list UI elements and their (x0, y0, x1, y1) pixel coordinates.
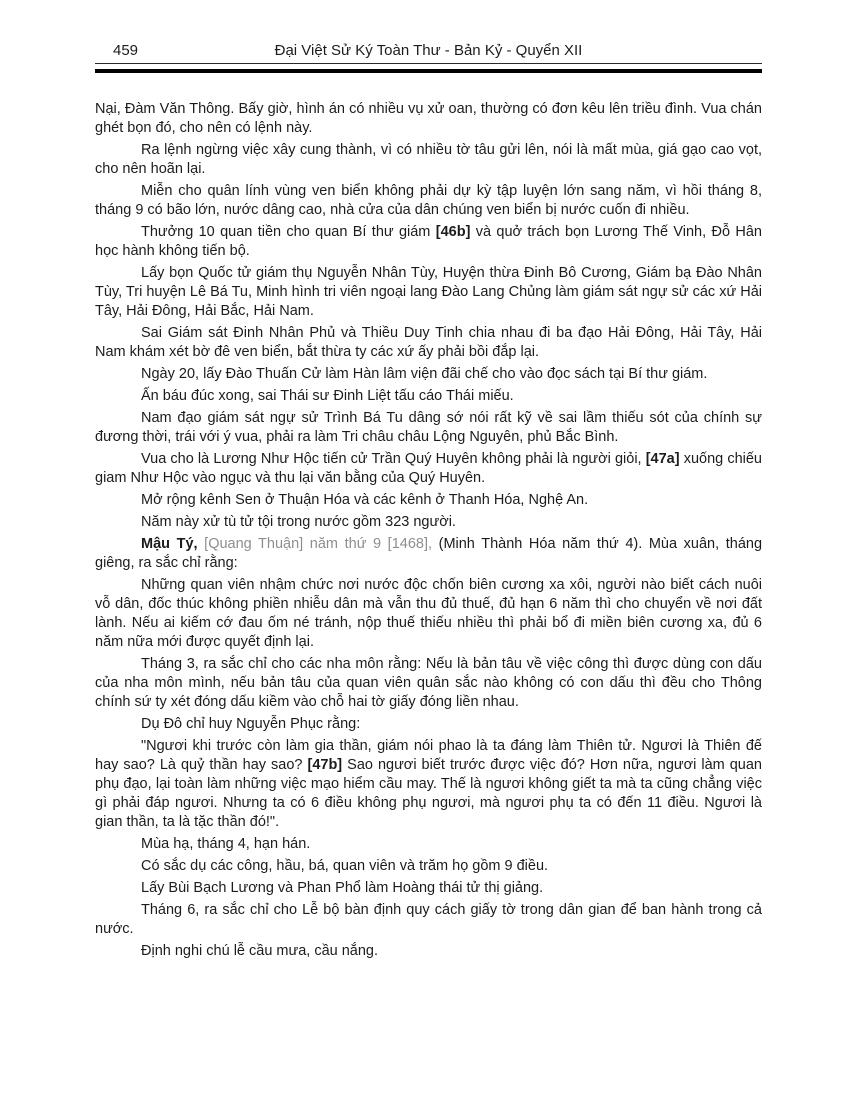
document-body (95, 100, 762, 961)
text-run: Định nghi chú lễ cầu mưa, cầu nắng. (141, 943, 379, 959)
folio-marker: [47b] (307, 757, 343, 773)
text-run: Thưởng 10 quan tiền cho quan Bí thư giám (141, 224, 436, 240)
text-run: Dụ Đô chỉ huy Nguyễn Phục rằng: (141, 716, 361, 732)
paragraph (95, 879, 762, 898)
text-run: Lấy Bùi Bạch Lương và Phan Phổ làm Hoàng thái tử thị giảng. (141, 880, 544, 896)
paragraph (95, 141, 762, 179)
paragraph (95, 942, 762, 961)
page-number: 459 (113, 42, 139, 59)
header-rule (95, 69, 762, 73)
folio-marker: [46b] (435, 224, 471, 240)
paragraph (95, 576, 762, 652)
text-run: Nam đạo giám sát ngự sử Trình Bá Tu dâng sớ nói rất kỹ về sai lầm thiếu sót của chính sự đương thời, trái với ý vua, phải ra làm Tri châu châu Lộng Nguyên, phủ Bắc Bình. (95, 410, 762, 445)
folio-marker: [47a] (645, 451, 680, 467)
text-run: "Ngươi khi trước còn làm gia thần, giám nói phao là ta đáng làm Thiên tử. Ngươi là Thiên đế hay sao? Là quỷ thần hay sao? (95, 738, 762, 773)
text-run: Tháng 3, ra sắc chỉ cho các nha môn rằng: Nếu là bản tâu về việc công thì được dùng con dấu của nha môn mình, nếu bản tâu của quan viên quân sắc nào không có con dấu thì đều cho Thông chính sứ ty xét đóng dấu kiềm vào chỗ hai tờ giấy đóng liền nhau. (95, 656, 762, 710)
text-run: [Quang Thuận] năm thứ 9 [1468], (197, 536, 433, 552)
paragraph (95, 324, 762, 362)
text-run: Tháng 6, ra sắc chỉ cho Lễ bộ bàn định quy cách giấy tờ trong dân gian để ban hành trong cả nước. (95, 902, 762, 937)
text-run: Mùa hạ, tháng 4, hạn hán. (141, 836, 311, 852)
text-run: Sai Giám sát Đinh Nhân Phủ và Thiều Duy Tinh chia nhau đi ba đạo Hải Đông, Hải Tây, Hải Nam khám xét bờ đê ven biển, bắt thừa ty các xứ ấy phải bồi đắp lại. (95, 325, 762, 360)
paragraph (95, 223, 762, 261)
paragraph (95, 387, 762, 406)
paragraph (95, 835, 762, 854)
paragraph (95, 491, 762, 510)
year-heading: Mậu Tý, (141, 536, 198, 552)
text-run: Ra lệnh ngừng việc xây cung thành, vì có nhiều tờ tâu gửi lên, nói là mất mùa, giá gạo cao vọt, cho nên hoãn lại. (95, 142, 762, 177)
paragraph (95, 715, 762, 734)
text-run: Vua cho là Lương Như Hộc tiến cử Trần Quý Huyên không phải là người giỏi, (141, 451, 646, 467)
text-run: Miễn cho quân lính vùng ven biển không phải dự kỳ tập luyện lớn sang năm, vì hồi tháng 8, tháng 9 có bão lớn, nước dâng cao, nhà cửa của dân chúng ven biển bị nước cuốn đi nhiều. (95, 183, 762, 218)
paragraph (95, 450, 762, 488)
text-run: (Minh Thành Hóa năm thứ 4). Mùa xuân, tháng giêng, ra sắc chỉ rằng: (95, 536, 763, 571)
paragraph (95, 264, 762, 321)
text-run: Có sắc dụ các công, hầu, bá, quan viên và trăm họ gồm 9 điều. (141, 858, 549, 874)
paragraph (95, 100, 762, 138)
paragraph (95, 737, 762, 832)
running-title: Đại Việt Sử Ký Toàn Thư - Bản Kỷ - Quyển XII (274, 42, 583, 59)
text-run: và quở trách bọn Lương Thế Vinh, Đỗ Hân học hành không tiến bộ. (95, 224, 762, 259)
paragraph (95, 901, 762, 939)
text-run: Ngày 20, lấy Đào Thuấn Cử làm Hàn lâm viện đãi chế cho vào đọc sách tại Bí thư giám. (141, 366, 708, 382)
paragraph (95, 365, 762, 384)
paragraph (95, 182, 762, 220)
page-header (95, 42, 762, 64)
text-run: xuống chiếu giam Như Hộc vào ngục và thu lại văn bằng của Quý Huyên. (95, 451, 762, 486)
text-run: Mở rộng kênh Sen ở Thuận Hóa và các kênh ở Thanh Hóa, Nghệ An. (141, 492, 589, 508)
text-run: Những quan viên nhậm chức nơi nước độc chốn biên cương xa xôi, người nào biết cách nuôi vỗ dân, đốc thúc không phiền nhiễu dân mà vẫn thu đủ thuế, đủ hạn 6 năm thì cho chuyển về nơi đất lành. Nếu ai kiếm cớ đau ốm né tránh, nộp thuế thiếu nhiều thì phải bổ đi miền biên cương xa, đủ 6 năm nữa mới được quyết định lại. (95, 577, 762, 650)
paragraph (95, 409, 762, 447)
paragraph (95, 857, 762, 876)
text-run: Ấn báu đúc xong, sai Thái sư Đinh Liệt tấu cáo Thái miếu. (141, 388, 514, 404)
text-run: Năm này xử tù tử tội trong nước gồm 323 người. (141, 514, 456, 530)
text-run: Nại, Đàm Văn Thông. Bấy giờ, hình án có nhiều vụ xử oan, thường có đơn kêu lên triều đình. Vua chán ghét bọn đó, cho nên có lệnh này. (95, 101, 762, 136)
text-run: Lấy bọn Quốc tử giám thụ Nguyễn Nhân Tùy, Huyện thừa Đinh Bô Cương, Giám bạ Đào Nhân Tùy, Tri huyện Lê Bá Tu, Minh hình tri viên ngoại lang Đào Lang Chủng làm giám sát ngự sử các xứ Hải Tây, Hải Đông, Hải Bắc, Hải Nam. (95, 265, 762, 319)
paragraph (95, 535, 762, 573)
paragraph (95, 655, 762, 712)
text-run: Sao ngươi biết trước được việc đó? Hơn nữa, ngươi làm quan phụ đạo, lại toàn làm những việc mạo hiểm cầu may. Thế là ngươi không giết ta mà ta cũng chẳng việc gì phải đáp ngươi. Nhưng ta có 6 điều không phụ ngươi, mà ngươi phụ ta có đến 11 điều. Ngươi là gian thần, ta là tặc thần đó!". (95, 757, 762, 830)
paragraph (95, 513, 762, 532)
